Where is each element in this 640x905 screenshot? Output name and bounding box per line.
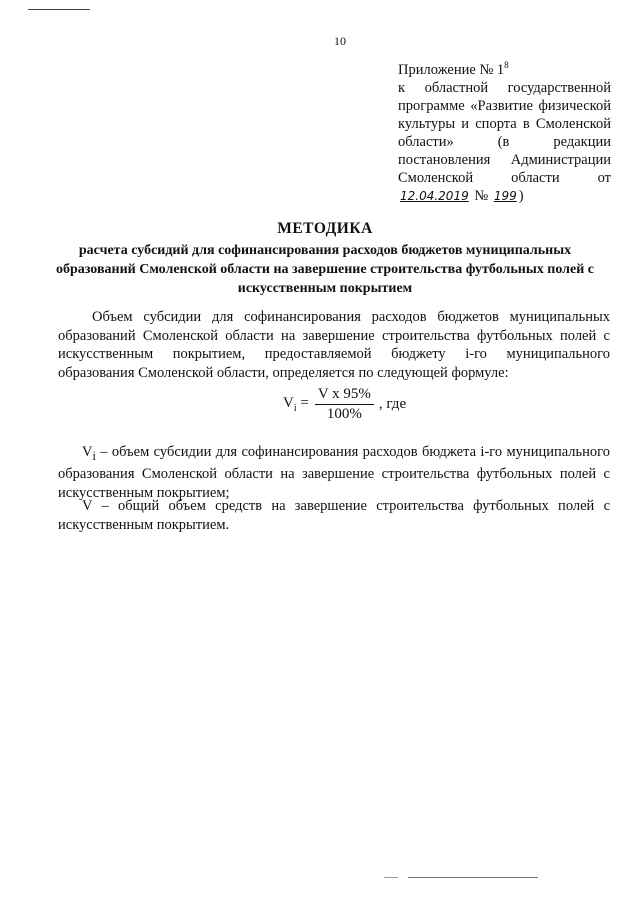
appendix-body: к областной государственной программе «Развитие физической культуры и спорта в Смоленской области» (в редакции постановления Администрации Смоленской области от 12.04.2019 № 199 ) [398,80,611,204]
definition-v: V – общий объем средств на завершение строительства футбольных полей с искусственным покрытием. [58,498,610,533]
intro-paragraph: Объем субсидии для софинансирования расходов бюджетов муниципальных образований Смоленской области на завершение строительства футбольных полей с искусственным покрытием, предоставляемой бюджету i-го муниципального образования Смоленской области, определяется по следующей формуле: [58,309,610,381]
document-subtitle: расчета субсидий для софинансирования расходов бюджетов муниципальных образований Смоленской области на завершение строительства футбольных полей с искусственным покрытием [55,243,595,296]
definition-vi: $V_i$ – объем субсидии для софинансирования расходов бюджета i-го муниципального образования Смоленской области на завершение строительства футбольных полей с искусственным покрытием; [58,444,610,501]
formula-denominator: 100% [326,406,362,422]
formula-numerator: V x 95% [315,386,374,405]
formula-suffix: , где [378,396,407,412]
handwritten-date: 12.04.2019 [400,189,469,203]
appendix-title-superscript: 8 [504,60,509,70]
scan-edge-mark [28,9,90,10]
formula-fraction [315,386,374,423]
appendix-block [398,56,611,205]
appendix-title: Приложение № $1^8$ [398,60,509,78]
handwritten-number: 199 [493,189,517,203]
formula [283,386,406,423]
formula-lhs: $V_i$ = [283,395,309,414]
number-label: № [474,188,489,204]
scan-edge-mark [408,877,538,878]
document-title: МЕТОДИКА [277,220,373,237]
page-number: 10 [334,34,346,48]
scan-edge-mark [384,877,398,878]
